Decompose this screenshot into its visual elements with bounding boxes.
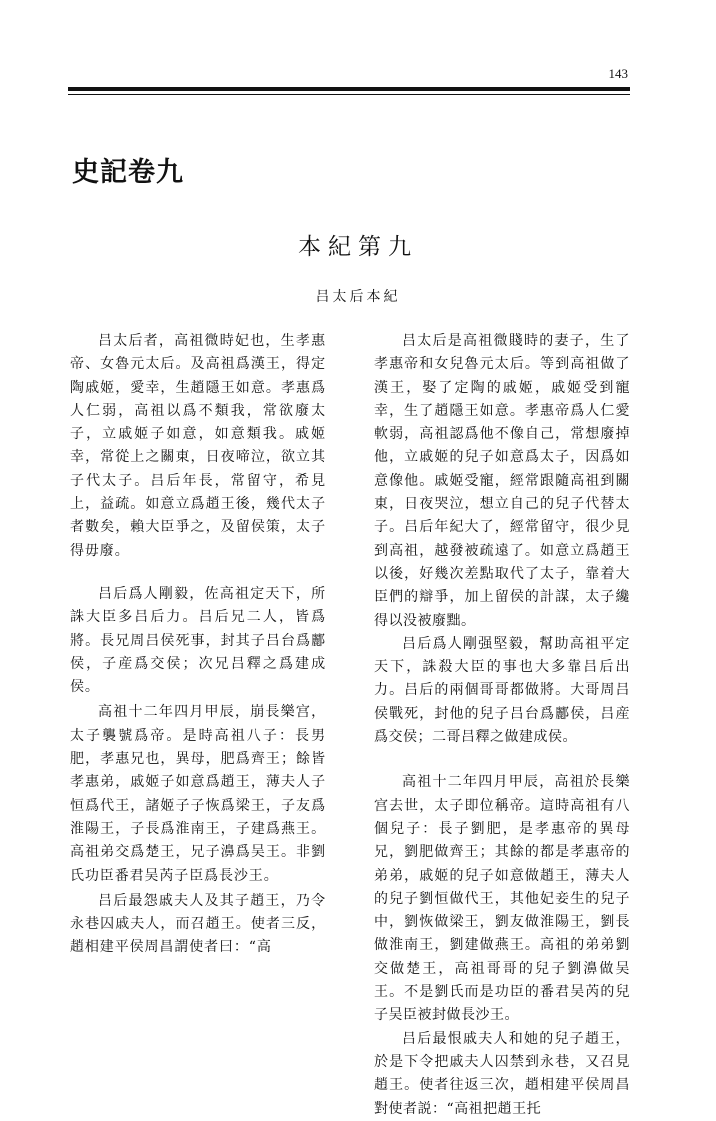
volume-title: 史記卷九 (72, 157, 184, 188)
classical-text-column (70, 330, 326, 960)
chapter-subtitle: 吕太后本紀 (315, 289, 401, 305)
modern-paragraph: 高祖十二年四月甲辰，高祖於長樂宫去世，太子即位稱帝。這時高祖有八個兒子：長子劉肥，是孝惠帝的異母兄，劉肥做齊王；其餘的都是孝惠帝的弟弟，戚姬的兒子如意做趙王，薄夫人的兒子劉恒做代王，其他妃妾生的兒子中，劉恢做梁王，劉友做淮陽王，劉長做淮南王，劉建做燕王。高祖的弟弟劉交做楚王，高祖哥哥的兒子劉濞做吴王。不是劉氏而是功臣的番君吴芮的兒子吴臣被封做長沙王。 (374, 774, 630, 1024)
classical-paragraph: 吕后最怨戚夫人及其子趙王，乃令永巷囚戚夫人，而召趙王。使者三反，趙相建平侯周昌謂使者曰：“高 (70, 892, 326, 956)
classical-paragraph: 吕太后者，高祖微時妃也，生孝惠帝、女魯元太后。及高祖爲漢王，得定陶戚姬，愛幸，生趙隱王如意。孝惠爲人仁弱，高祖以爲不類我，常欲廢太子，立戚姬子如意，如意類我。戚姬幸，常從上之關東，日夜啼泣，欲立其子代太子。吕后年長，常留守，希見上，益疏。如意立爲趙王後，幾代太子者數矣，賴大臣爭之，及留侯策，太子得毋廢。 (70, 333, 326, 559)
classical-paragraph: 吕后爲人剛毅，佐高祖定天下，所誅大臣多吕后力。吕后兄二人，皆爲將。長兄周吕侯死事，封其子吕台爲酈侯，子産爲交侯；次兄吕釋之爲建成侯。 (70, 585, 326, 696)
modern-paragraph: 吕后最恨戚夫人和她的兒子趙王，於是下令把戚夫人囚禁到永巷，又召見趙王。使者往返三次，趙相建平侯周昌對使者説：“高祖把趙王托 (374, 1030, 630, 1117)
header-rule-thick (68, 87, 630, 91)
section-title: 本紀第九 (298, 234, 418, 260)
modern-paragraph: 吕太后是高祖微賤時的妻子，生了孝惠帝和女兒魯元太后。等到高祖做了漢王，娶了定陶的戚姬，戚姬受到寵幸，生了趙隱王如意。孝惠帝爲人仁愛軟弱，高祖認爲他不像自己，常想廢掉他，立戚姬的兒子如意爲太子，因爲如意像他。戚姬受寵，經常跟隨高祖到關東，日夜哭泣，想立自己的兒子代替太子。吕后年紀大了，經常留守，很少見到高祖，越發被疏遠了。如意立爲趙王以後，好幾次差點取代了太子，靠着大臣們的辯爭，加上留侯的計謀，太子纔得以没被廢黜。 (374, 333, 630, 629)
classical-paragraph: 高祖十二年四月甲辰，崩長樂宫，太子襲號爲帝。是時高祖八子：長男肥，孝惠兄也，異母，肥爲齊王；餘皆孝惠弟，戚姬子如意爲趙王，薄夫人子恒爲代王，諸姬子子恢爲梁王，子友爲淮陽王，子長爲淮南王，子建爲燕王。高祖弟交爲楚王，兄子濞爲吴王。非劉氏功臣番君吴芮子臣爲長沙王。 (70, 704, 326, 884)
modern-paragraph: 吕后爲人剛强堅毅，幫助高祖平定天下，誅殺大臣的事也大多靠吕后出力。吕后的兩個哥哥都做將。大哥周吕侯戰死，封他的兒子吕台爲酈侯，吕産爲交侯；二哥吕釋之做建成侯。 (374, 635, 630, 746)
modern-translation-column (374, 330, 630, 1121)
page-number: 143 (608, 66, 628, 81)
header-rule-thin (68, 94, 630, 95)
